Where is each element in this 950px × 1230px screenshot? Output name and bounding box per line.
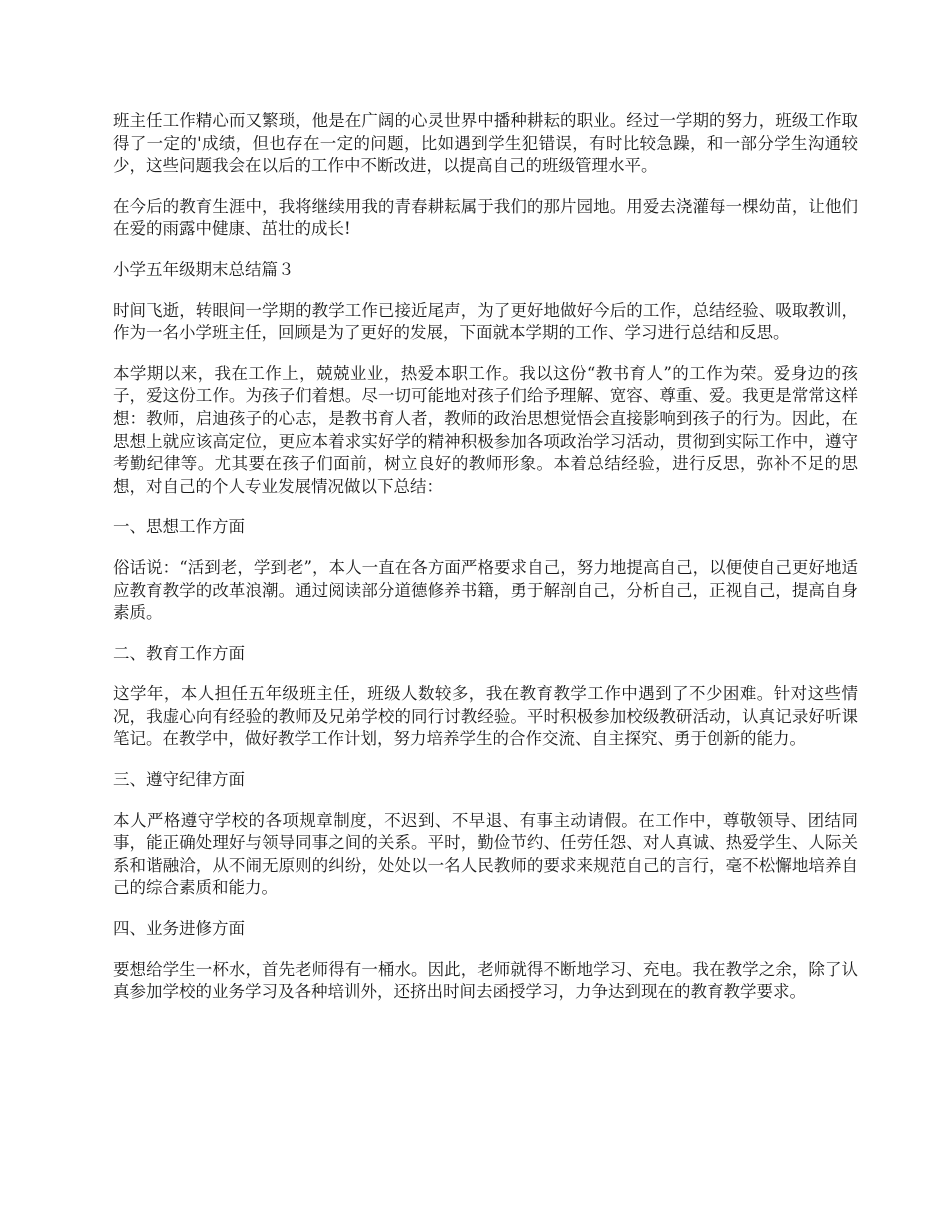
paragraph-education: 这学年，本人担任五年级班主任，班级人数较多，我在教育教学工作中遇到了不少困难。针对这些情况，我虚心向有经验的教师及兄弟学校的同行讨教经验。平时积极参加校级教研活动，认真记录好听课笔记。在教学中，做好教学工作计划，努力培养学生的合作交流、自主探究、勇于创新的能力。 <box>113 684 858 749</box>
paragraph-introduction: 时间飞逝，转眼间一学期的教学工作已接近尾声，为了更好地做好今后的工作，总结经验、吸取教训，作为一名小学班主任，回顾是为了更好的发展，下面就本学期的工作、学习进行总结和反思。 <box>113 300 858 343</box>
paragraph-future-outlook: 在今后的教育生涯中，我将继续用我的青春耕耘属于我们的那片园地。用爱去浇灌每一棵幼苗，让他们在爱的雨露中健康、茁壮的成长! <box>113 196 858 239</box>
paragraph-ideology: 俗话说：“活到老，学到老”，本人一直在各方面严格要求自己，努力地提高自己，以便使自己更好地适应教育教学的改革浪潮。通过阅读部分道德修养书籍，勇于解剖自己，分析自己，正视自己，提高自身素质。 <box>113 557 858 623</box>
section-heading-education: 二、教育工作方面 <box>113 643 245 663</box>
article-title: 小学五年级期末总结篇３ <box>113 259 295 279</box>
section-heading-ideology: 一、思想工作方面 <box>113 517 245 537</box>
paragraph-professional-development: 要想给学生一杯水，首先老师得有一桶水。因此，老师就得不断地学习、充电。我在教学之余，除了认真参加学校的业务学习及各种培训外，还挤出时间去函授学习，力争达到现在的教育教学要求。 <box>113 959 858 1002</box>
paragraph-class-work-summary: 班主任工作精心而又繁琐，他是在广阔的心灵世界中播种耕耘的职业。经过一学期的努力，班级工作取得了一定的'成绩，但也存在一定的问题，比如遇到学生犯错误，有时比较急躁，和一部分学生沟通较少，这些问题我会在以后的工作中不断改进，以提高自己的班级管理水平。 <box>113 111 858 176</box>
section-heading-discipline: 三、遵守纪律方面 <box>113 770 245 790</box>
paragraph-discipline: 本人严格遵守学校的各项规章制度，不迟到、不早退、有事主动请假。在工作中，尊敬领导、团结同事，能正确处理好与领导同事之间的关系。平时，勤俭节约、任劳任怨、对人真诚、热爱学生、人际关系和谐融洽，从不闹无原则的纠纷，处处以一名人民教师的要求来规范自己的言行，毫不松懈地培养自己的综合素质和能力。 <box>113 810 858 898</box>
paragraph-semester-overview: 本学期以来，我在工作上，兢兢业业，热爱本职工作。我以这份“教书育人”的工作为荣。爱身边的孩子，爱这份工作。为孩子们着想。尽一切可能地对孩子们给予理解、宽容、尊重、爱。我更是常常这样想：教师，启迪孩子的心志，是教书育人者，教师的政治思想觉悟会直接影响到孩子的行为。因此，在思想上就应该高定位，更应本着求实好学的精神积极参加各项政治学习活动，贯彻到实际工作中，遵守考勤纪律等。尤其要在孩子们面前，树立良好的教师形象。本着总结经验，进行反思，弥补不足的思想，对自己的个人专业发展情况做以下总结： <box>113 363 858 496</box>
document-body <box>113 110 858 1022</box>
section-heading-professional-development: 四、业务进修方面 <box>113 919 245 939</box>
